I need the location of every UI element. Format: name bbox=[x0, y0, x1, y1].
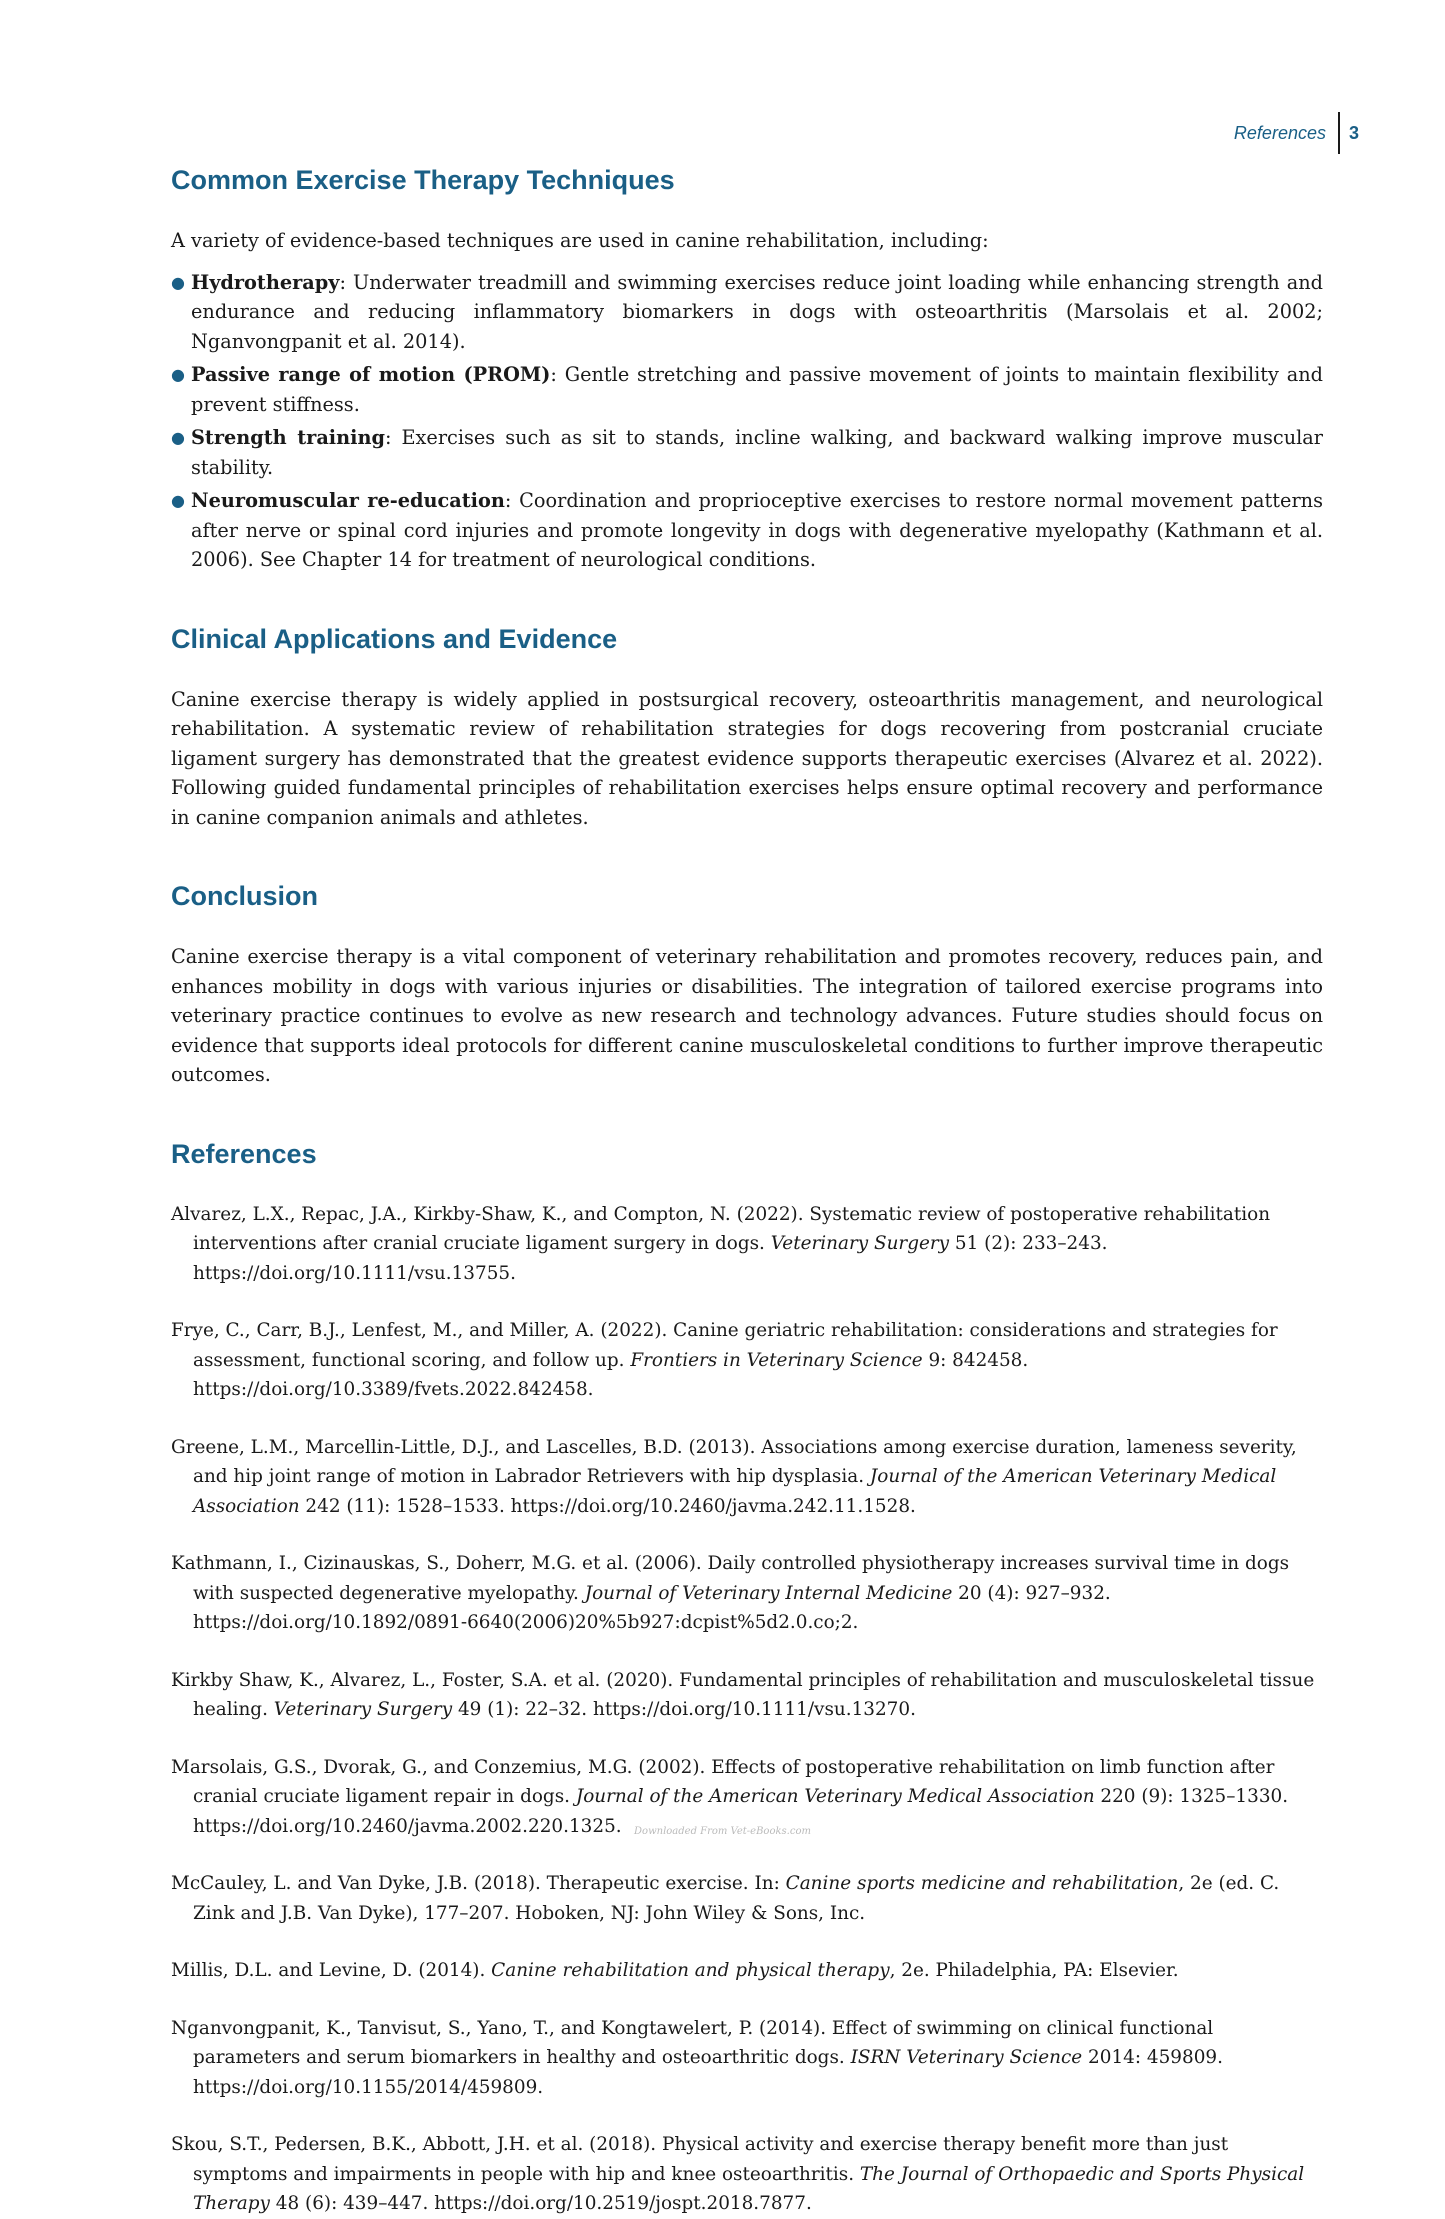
reference-item bbox=[171, 1956, 1323, 1986]
reference-item bbox=[171, 1549, 1323, 1638]
technique-term: Strength training bbox=[191, 426, 385, 449]
reference-details: 242 (11): 1528–1533. https://doi.org/10.2460/javma.242.11.1528. bbox=[299, 1495, 916, 1517]
bullet-icon: ● bbox=[171, 272, 185, 292]
page-number: 3 bbox=[1348, 122, 1359, 143]
reference-details: , 2e (ed. C. Zink and J.B. Van Dyke), 177–207. Hoboken, NJ: John Wiley & Sons, Inc. bbox=[193, 1873, 1280, 1924]
technique-term: Passive range of motion (PROM) bbox=[191, 363, 551, 386]
reference-journal: Journal of Veterinary Internal Medicine bbox=[584, 1582, 953, 1604]
reference-item bbox=[171, 1316, 1323, 1405]
reference-text: McCauley, L. and Van Dyke, J.B. (2018). Therapeutic exercise. In: bbox=[171, 1873, 786, 1894]
section-intro: A variety of evidence-based techniques are used in canine rehabilitation, including: bbox=[171, 229, 989, 252]
reference-journal: Canine rehabilitation and physical therapy bbox=[491, 1960, 890, 1981]
reference-details: 9: 842458. https://doi.org/10.3389/fvets.2022.842458. bbox=[193, 1349, 1029, 1400]
reference-text: Greene, L.M., Marcellin-Little, D.J., and Lascelles, B.D. (2013). Associations among exercise duration, lameness severity, and hip joint range of motion in Labrador Retrievers with hip dysplasia. bbox=[171, 1436, 1297, 1487]
bullet-icon: ● bbox=[171, 491, 185, 510]
section-heading: Clinical Applications and Evidence bbox=[171, 623, 618, 654]
reference-item bbox=[171, 2014, 1323, 2103]
reference-details: 49 (1): 22–32. https://doi.org/10.1111/vsu.13270. bbox=[452, 1699, 916, 1720]
section-clinical bbox=[171, 621, 1323, 833]
reference-text: Kathmann, I., Cizinauskas, S., Doherr, M.G. et al. (2006). Daily controlled physiotherapy increases survival time in dogs with suspected degenerative myelopathy. bbox=[171, 1553, 1290, 1604]
reference-details: 20 (4): 927–932. https://doi.org/10.1892/0891-6640(2006)20%5b927:dcpist%5d2.0.co;2. bbox=[193, 1582, 1111, 1633]
reference-details: 220 (9): 1325–1330. https://doi.org/10.2460/javma.2002.220.1325. bbox=[193, 1786, 1289, 1837]
reference-journal: Veterinary Surgery bbox=[273, 1699, 453, 1720]
reference-item bbox=[171, 1869, 1323, 1928]
section-references bbox=[171, 1136, 1323, 2219]
technique-term: Neuromuscular re-education bbox=[191, 489, 505, 512]
section-heading: Conclusion bbox=[171, 881, 318, 911]
reference-item bbox=[171, 2130, 1323, 2219]
reference-details: 51 (2): 233–243. https://doi.org/10.1111/vsu.13755. bbox=[193, 1233, 1108, 1284]
reference-item bbox=[171, 1200, 1323, 1289]
technique-text: : Gentle stretching and passive movement of joints to maintain flexibility and prevent stiffness. bbox=[191, 363, 1324, 416]
footer-watermark: Downloaded From Vet-eBooks.com bbox=[634, 1826, 811, 1837]
section-body: Canine exercise therapy is a vital component of veterinary rehabilitation and promotes recovery, reduces pain, and enhances mobility in dogs with various injuries or disabilities. The integration of tailored exercise programs into veterinary practice continues to evolve as new research and technology advances. Future studies should focus on evidence that supports ideal protocols for different canine musculoskeletal conditions to further improve therapeutic outcomes. bbox=[171, 945, 1323, 1086]
reference-details: 48 (6): 439–447. https://doi.org/10.2519/jospt.2018.7877. bbox=[269, 2193, 812, 2214]
reference-journal: The Journal of Orthopaedic and Sports Physical Therapy bbox=[193, 2163, 1305, 2214]
bullet-icon: ● bbox=[171, 365, 185, 384]
technique-item bbox=[171, 423, 1323, 482]
reference-journal: Frontiers in Veterinary Science bbox=[630, 1349, 923, 1371]
page-content bbox=[171, 162, 1323, 2219]
reference-journal: ISRN Veterinary Science bbox=[850, 2047, 1083, 2068]
reference-text: Frye, C., Carr, B.J., Lenfest, M., and Miller, A. (2022). Canine geriatric rehabilitation: considerations and strategies for assessment, functional scoring, and follow up. bbox=[171, 1320, 1278, 1371]
reference-text: Marsolais, G.S., Dvorak, G., and Conzemius, M.G. (2002). Effects of postoperative rehabilitation on limb function after cranial cruciate ligament repair in dogs. bbox=[171, 1756, 1275, 1807]
technique-item bbox=[171, 268, 1323, 357]
section-heading: Common Exercise Therapy Techniques bbox=[171, 165, 675, 195]
section-techniques bbox=[171, 162, 1323, 575]
technique-text: : Coordination and proprioceptive exercises to restore normal movement patterns after nerve or spinal cord injuries and promote longevity in dogs with degenerative myelopathy (Kathmann et al. 2006). See Chapter 14 for treatment of neurological conditions. bbox=[191, 489, 1323, 571]
section-body: Canine exercise therapy is widely applied in postsurgical recovery, osteoarthritis management, and neurological rehabilitation. A systematic review of rehabilitation strategies for dogs recovering from postcranial cruciate ligament surgery has demonstrated that the greatest evidence supports therapeutic exercises (Alvarez et al. 2022). Following guided fundamental principles of rehabilitation exercises helps ensure optimal recovery and performance in canine companion animals and athletes. bbox=[171, 687, 1323, 829]
technique-text: : Exercises such as sit to stands, incline walking, and backward walking improve muscular stability. bbox=[191, 426, 1323, 479]
technique-list bbox=[171, 268, 1323, 575]
section-conclusion bbox=[171, 878, 1323, 1090]
reference-item bbox=[171, 1433, 1323, 1522]
reference-details: , 2e. Philadelphia, PA: Elsevier. bbox=[889, 1960, 1179, 1981]
reference-text: Nganvongpanit, K., Tanvisut, S., Yano, T., and Kongtawelert, P. (2014). Effect of swimming on clinical functional parameters and serum biomarkers in healthy and osteoarthritic dogs. bbox=[171, 2017, 1214, 2068]
technique-item bbox=[171, 360, 1323, 419]
reference-journal: Veterinary Surgery bbox=[770, 1233, 950, 1254]
reference-journal: Journal of the American Veterinary Medical Association bbox=[575, 1786, 1095, 1807]
reference-text: Millis, D.L. and Levine, D. (2014). bbox=[171, 1960, 492, 1981]
section-heading: References bbox=[171, 1138, 317, 1169]
reference-list bbox=[171, 1200, 1323, 2219]
running-head bbox=[1234, 112, 1359, 154]
reference-item bbox=[171, 1666, 1323, 1725]
technique-item bbox=[171, 486, 1323, 575]
bullet-icon: ● bbox=[171, 428, 185, 447]
reference-journal: Canine sports medicine and rehabilitation bbox=[785, 1873, 1179, 1894]
reference-journal: Journal of the American Veterinary Medical Association bbox=[193, 1466, 1277, 1517]
reference-text: Skou, S.T., Pedersen, B.K., Abbott, J.H. et al. (2018). Physical activity and exercise therapy benefit more than just symptoms and impairments in people with hip and knee osteoarthritis. bbox=[171, 2134, 1229, 2185]
technique-term: Hydrotherapy bbox=[191, 270, 340, 294]
running-head-title: References bbox=[1233, 122, 1326, 143]
reference-details: 2014: 459809. https://doi.org/10.1155/2014/459809. bbox=[193, 2047, 1223, 2098]
technique-text: : Underwater treadmill and swimming exercises reduce joint loading while enhancing strength and endurance and reducing inflammatory biomarkers in dogs with osteoarthritis (Marsolais et al. 2002; Nganvongpanit et al. 2014). bbox=[191, 270, 1323, 353]
reference-text: Alvarez, L.X., Repac, J.A., Kirkby-Shaw, K., and Compton, N. (2022). Systematic review of postoperative rehabilitation interventions after cranial cruciate ligament surgery in dogs. bbox=[171, 1203, 1271, 1254]
reference-text: Kirkby Shaw, K., Alvarez, L., Foster, S.A. et al. (2020). Fundamental principles of rehabilitation and musculoskeletal tissue healing. bbox=[171, 1669, 1315, 1720]
